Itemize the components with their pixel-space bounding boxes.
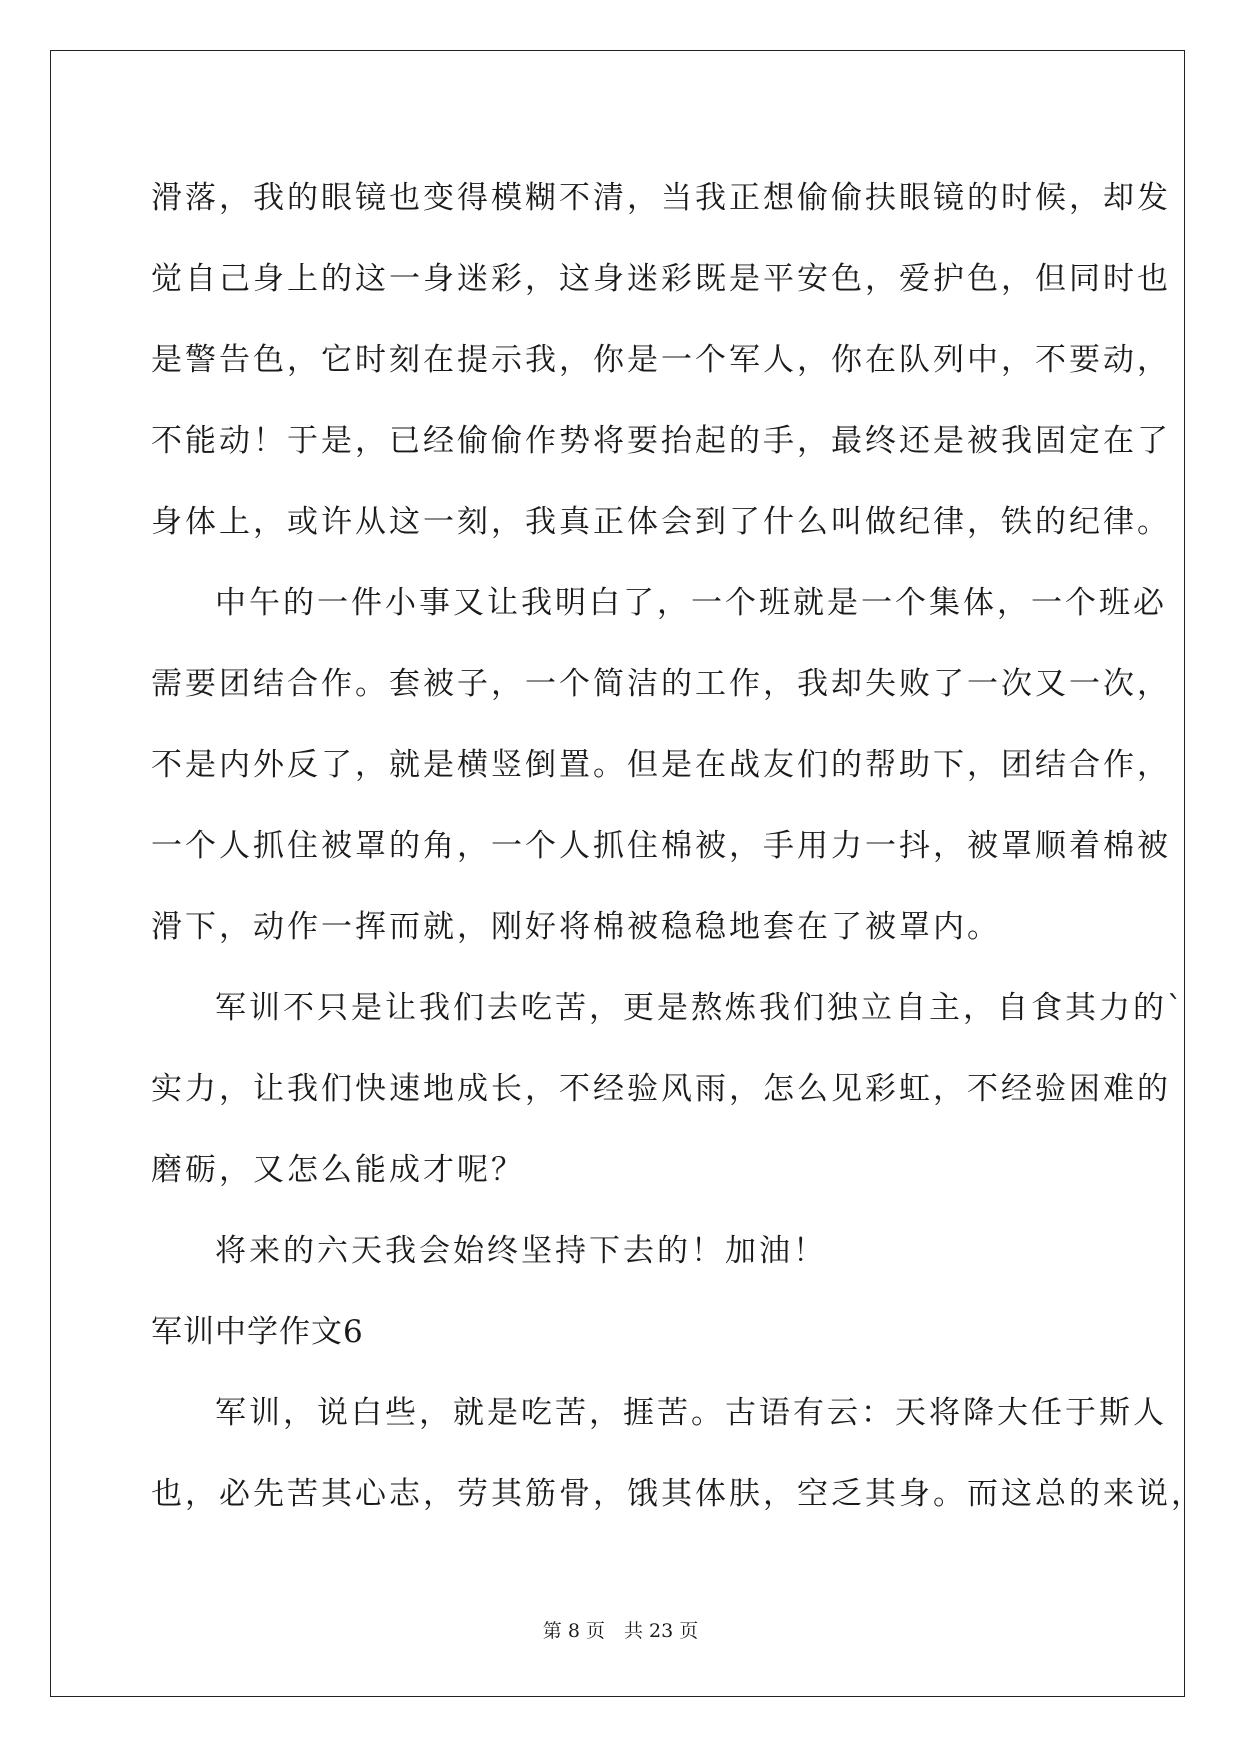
text-line-16: 军训，说白些，就是吃苦，捱苦。古语有云：天将降大任于斯人 [215, 1395, 1167, 1431]
section-heading: 军训中学作文6 [151, 1314, 364, 1350]
text-line-12: 实力，让我们快速地成长，不经验风雨，怎么见彩虹，不经验困难的 [151, 1071, 1171, 1107]
text-line-9: 一个人抓住被罩的角，一个人抓住棉被，手用力一抖，被罩顺着棉被 [151, 828, 1171, 864]
text-line-3: 是警告色，它时刻在提示我，你是一个军人，你在队列中，不要动， [151, 342, 1171, 378]
text-line-5: 身体上，或许从这一刻，我真正体会到了什么叫做纪律，铁的纪律。 [151, 504, 1171, 540]
text-line-13: 磨砺，又怎么能成才呢？ [151, 1152, 525, 1188]
text-line-14: 将来的六天我会始终坚持下去的！加油！ [215, 1233, 827, 1269]
text-line-4: 不能动！于是，已经偷偷作势将要抬起的手，最终还是被我固定在了 [151, 423, 1171, 459]
page-number-footer: 第 8 页 共 23 页 [542, 1620, 699, 1642]
text-line-2: 觉自己身上的这一身迷彩，这身迷彩既是平安色，爱护色，但同时也 [151, 261, 1171, 297]
text-line-17: 也，必先苦其心志，劳其筋骨，饿其体肤，空乏其身。而这总的来说， [151, 1476, 1205, 1512]
text-line-1: 滑落，我的眼镜也变得模糊不清，当我正想偷偷扶眼镜的时候，却发 [151, 180, 1171, 216]
text-line-11: 军训不只是让我们去吃苦，更是熬炼我们独立自主，自食其力的` [215, 990, 1186, 1026]
text-line-7: 需要团结合作。套被子，一个简洁的工作，我却失败了一次又一次， [151, 666, 1171, 702]
text-line-6: 中午的一件小事又让我明白了，一个班就是一个集体，一个班必 [215, 585, 1167, 621]
text-line-10: 滑下，动作一挥而就，刚好将棉被稳稳地套在了被罩内。 [151, 909, 1001, 945]
document-body [151, 158, 1205, 1535]
text-line-8: 不是内外反了，就是横竖倒置。但是在战友们的帮助下，团结合作， [151, 747, 1171, 783]
